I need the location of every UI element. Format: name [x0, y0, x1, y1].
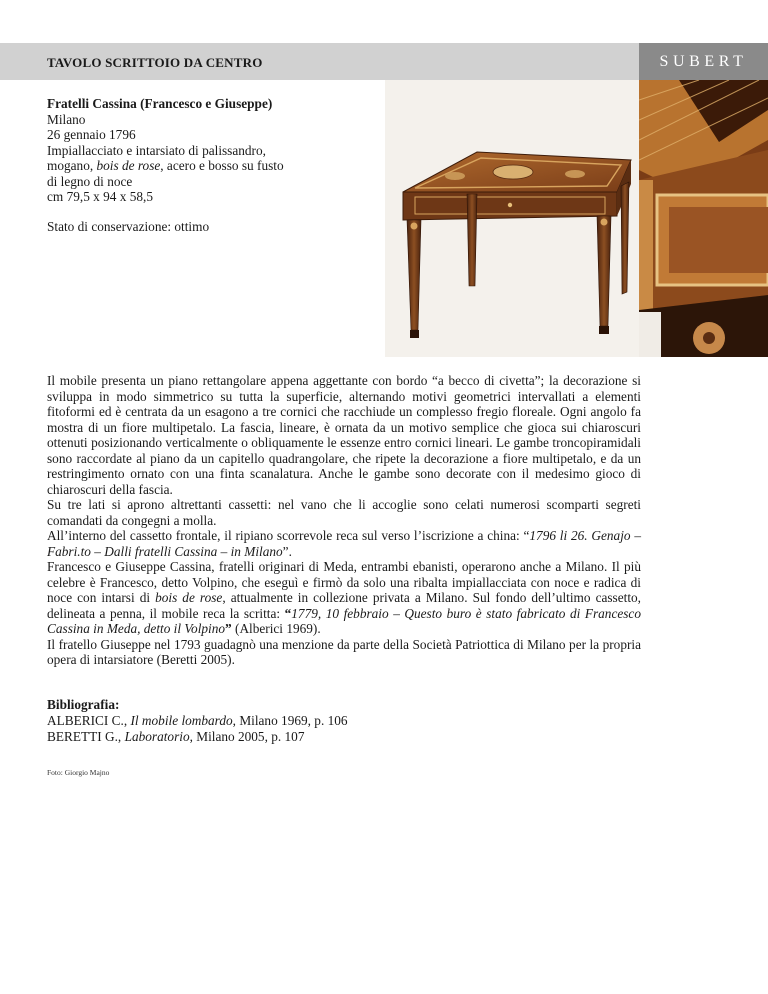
- dimensions: cm 79,5 x 94 x 58,5: [47, 189, 153, 204]
- paragraph: Francesco e Giuseppe Cassina, fratelli originari di Meda, entrambi ebanisti, operarono anche a Milano. Il più celebre è Francesco, detto Volpino, che eseguì e firmò da solo una ribalta impiallacciata con noce e radica di noce con intarsi di bois de rose, attualmente in collezione privata a Milano. Sul fondo dell’ultimo cassetto, delineata a penna, il mobile reca la scritta: “1779, 10 febbraio – Questo buro è stato fabricato di Francesco Cassina in Meda, detto il Volpino” (Alberici 1969).: [47, 559, 641, 636]
- description: [47, 373, 641, 668]
- materials-line-3: di legno di noce: [47, 173, 133, 189]
- page-title: TAVOLO SCRITTOIO DA CENTRO: [47, 55, 263, 70]
- paragraph: Su tre lati si aprono altrettanti cassetti: nel vano che li accoglie sono celati numerosi scomparti segreti comandati da congegni a molla.: [47, 497, 641, 528]
- maker-name: Fratelli Cassina (Francesco e Giuseppe): [47, 96, 273, 111]
- materials-line-1: Impiallacciato e intarsiato di palissandro,: [47, 142, 266, 158]
- materials-line-2: mogano, bois de rose, acero e bosso su fusto: [47, 158, 284, 173]
- date: 26 gennaio 1796: [47, 127, 136, 142]
- object-details: [47, 96, 347, 234]
- paragraph: Il mobile presenta un piano rettangolare appena aggettante con bordo “a becco di civetta”; la decorazione si sviluppa in modo simmetrico su tutta la superficie, alternando motivi geometrici intervallati a elementi fitoformi ed è centrata da un esagono a tre cornici che racchiude un complesso fregio floreale. Ogni angolo fa mostra di un fiore multipetalo. La fascia, lineare, è ornata da un motivo semplice che gioca sui chiaroscuri ottenuti posizionando verticalmente o obliquamente le essenze entro cornici lineari. Le gambe troncopiramidali sono raccordate al piano da un capitello quadrangolare, che ripete la decorazione a fiore multipetalo, e da un restringimento ornato con una finta scanalatura. Anche le gambe sono decorate con il medesimo gioco di chiaroscuri della fascia.: [47, 373, 641, 497]
- bibliography: [47, 697, 607, 745]
- paragraph: All’interno del cassetto frontale, il ripiano scorrevole reca sul verso l’iscrizione a china: “1796 li 26. Genajo – Fabri.to – Dalli fratelli Cassina – in Milano”.: [47, 528, 641, 559]
- table-photo: [385, 80, 639, 357]
- brand-logo: SUBERT: [639, 43, 768, 80]
- photo-credit: Foto: Giorgio Majno: [47, 768, 110, 777]
- place: Milano: [47, 111, 86, 127]
- condition: Stato di conservazione: ottimo: [47, 218, 210, 234]
- inlay-detail-photo: [639, 80, 768, 357]
- paragraph: Il fratello Giuseppe nel 1793 guadagnò una menzione da parte della Società Patriottica di Milano per la propria opera di intarsiatore (Beretti 2005).: [47, 636, 641, 667]
- bibliography-entry: BERETTI G., Laboratorio, Milano 2005, p. 107: [47, 729, 305, 744]
- bibliography-entry: ALBERICI C., Il mobile lombardo, Milano 1969, p. 106: [47, 713, 348, 728]
- bibliography-heading: Bibliografia:: [47, 697, 120, 712]
